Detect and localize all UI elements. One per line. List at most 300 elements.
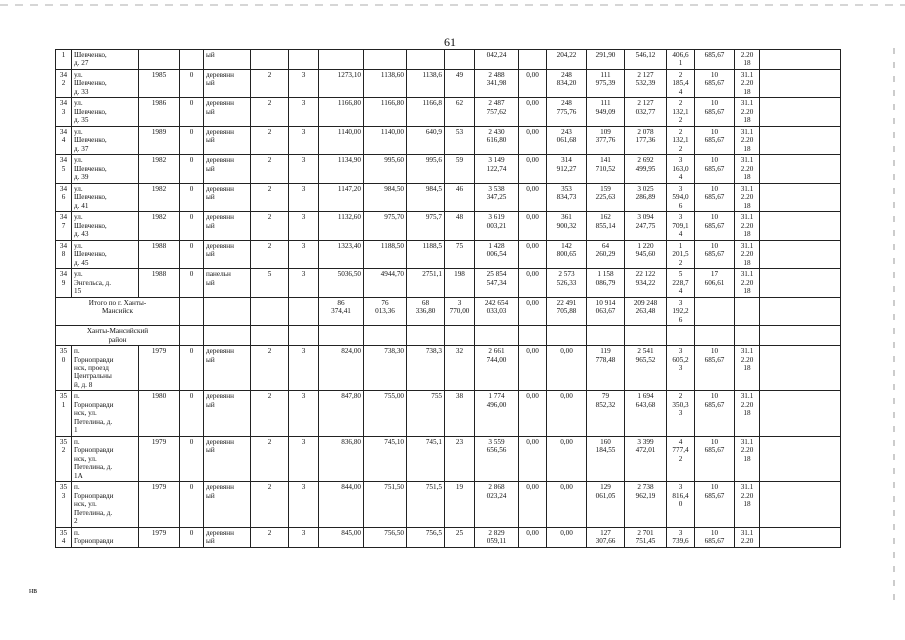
cell-address: п. Горноправди нск, ул. Петелина, д. 2 xyxy=(72,482,139,527)
cell-total-area: 1147,20 xyxy=(319,183,364,211)
cell-cost-part-3: 0,00 xyxy=(547,391,587,436)
total-value-6: 3 192,2 6 xyxy=(667,297,695,325)
cell-total-area: 1273,10 xyxy=(319,69,364,97)
cell-cost-total: 2 868 023,24 xyxy=(475,482,519,527)
cell-unit-cost: 1 201,5 2 xyxy=(667,240,695,268)
cell-row-number: 1 xyxy=(56,50,72,70)
cell-row-number: 34 9 xyxy=(56,269,72,297)
cell-rate: 10 685,67 xyxy=(695,126,735,154)
cell-unit-cost: 3 816,4 0 xyxy=(667,482,695,527)
cell-notes xyxy=(760,527,841,547)
cell-address: ул. Шевченко, д. 33 xyxy=(72,69,139,97)
cell-cost-total: 2 430 616,80 xyxy=(475,126,519,154)
cell-entrances: 3 xyxy=(289,346,319,391)
cell-cost-part-5: 2 738 962,19 xyxy=(625,482,667,527)
cell-floors: 2 xyxy=(251,183,289,211)
cell-row-number: 34 5 xyxy=(56,155,72,183)
cell-residents: 38 xyxy=(445,391,475,436)
table-row xyxy=(56,183,841,211)
cell-build-year: 1982 xyxy=(139,212,180,240)
scan-side-noise xyxy=(893,40,895,600)
cell-unit-cost: 3 739,6 xyxy=(667,527,695,547)
cell-wall-material: деревянн ый xyxy=(204,482,251,527)
cell-entrances xyxy=(289,50,319,70)
total-cost: 242 654 033,03 xyxy=(475,297,519,325)
cell-residents: 46 xyxy=(445,183,475,211)
cell-cost-part-3: 361 900,32 xyxy=(547,212,587,240)
cell-row-number: 34 2 xyxy=(56,69,72,97)
cell-cost-part-5: 3 094 247,75 xyxy=(625,212,667,240)
cell-cost-zero: 0,00 xyxy=(519,69,547,97)
cell-cost-part-4: 159 225,63 xyxy=(587,183,625,211)
cell-wall-material: деревянн ый xyxy=(204,183,251,211)
cell-notes xyxy=(760,126,841,154)
cell-residential-area: 984,5 xyxy=(407,183,445,211)
cell-residential-area xyxy=(407,50,445,70)
cell-floors: 5 xyxy=(251,269,289,297)
cell-residential-area: 1166,8 xyxy=(407,98,445,126)
cell-flag: 0 xyxy=(180,527,204,547)
cell-flag: 0 xyxy=(180,155,204,183)
cell-cost-zero: 0,00 xyxy=(519,436,547,481)
cell-residential-area: 2751,1 xyxy=(407,269,445,297)
cell-cost-total: 25 854 547,34 xyxy=(475,269,519,297)
cell-notes xyxy=(760,240,841,268)
cell-wall-material: деревянн ый xyxy=(204,436,251,481)
cell-unit-cost: 3 709,1 4 xyxy=(667,212,695,240)
cell-address: Шевченко, д. 27 xyxy=(72,50,139,70)
cell-wall-material: деревянн ый xyxy=(204,98,251,126)
cell-living-area: 756,50 xyxy=(364,527,407,547)
cell-living-area: 1188,50 xyxy=(364,240,407,268)
total-label: Итого по г. Ханты- Мансийск xyxy=(56,297,180,325)
cell-build-year: 1988 xyxy=(139,269,180,297)
cell-cost-zero: 0,00 xyxy=(519,527,547,547)
cell-unit-cost: 2 132,1 2 xyxy=(667,126,695,154)
cell-cost-total: 042,24 xyxy=(475,50,519,70)
table-row xyxy=(56,391,841,436)
cell-build-year: 1979 xyxy=(139,346,180,391)
cell-floors: 2 xyxy=(251,240,289,268)
cell-flag: 0 xyxy=(180,212,204,240)
cell-wall-material: деревянн ый xyxy=(204,391,251,436)
total-area-1: 86 374,41 xyxy=(319,297,364,325)
cell-cost-total: 1 774 496,00 xyxy=(475,391,519,436)
cell-cost-part-3: 204,22 xyxy=(547,50,587,70)
cell-cost-part-4: 141 710,52 xyxy=(587,155,625,183)
cell-residential-area: 640,9 xyxy=(407,126,445,154)
cell-cost-part-3: 2 573 526,33 xyxy=(547,269,587,297)
cell-build-year: 1982 xyxy=(139,155,180,183)
cell-date-code: 31.1 2.20 18 xyxy=(735,155,760,183)
cell-wall-material: деревянн ый xyxy=(204,346,251,391)
cell-flag xyxy=(180,50,204,70)
cell-address: ул. Шевченко, д. 39 xyxy=(72,155,139,183)
cell-cost-part-5: 2 541 965,52 xyxy=(625,346,667,391)
cell-total-area: 1166,80 xyxy=(319,98,364,126)
cell-notes xyxy=(760,482,841,527)
cell-build-year: 1979 xyxy=(139,482,180,527)
total-area-3: 68 336,80 xyxy=(407,297,445,325)
cell-cost-zero: 0,00 xyxy=(519,346,547,391)
cell-total-area: 1132,60 xyxy=(319,212,364,240)
cell-living-area: 1140,00 xyxy=(364,126,407,154)
cell-row-number: 35 1 xyxy=(56,391,72,436)
cell-cost-part-3: 0,00 xyxy=(547,436,587,481)
table-row xyxy=(56,482,841,527)
table-row xyxy=(56,527,841,547)
cell-residential-area: 745,1 xyxy=(407,436,445,481)
cell-cost-total: 3 619 003,21 xyxy=(475,212,519,240)
cell-cost-part-3: 0,00 xyxy=(547,346,587,391)
cell-address: ул. Шевченко, д. 35 xyxy=(72,98,139,126)
cell-cost-part-4: 129 061,05 xyxy=(587,482,625,527)
total-residents: 3 770,00 xyxy=(445,297,475,325)
cell-entrances: 3 xyxy=(289,527,319,547)
cell-notes xyxy=(760,69,841,97)
cell-notes xyxy=(760,212,841,240)
cell-rate: 10 685,67 xyxy=(695,436,735,481)
table-row xyxy=(56,346,841,391)
total-value-3: 22 491 705,88 xyxy=(547,297,587,325)
table-row xyxy=(56,212,841,240)
cell-cost-part-4: 109 377,76 xyxy=(587,126,625,154)
cell-floors xyxy=(251,50,289,70)
cell-residents xyxy=(445,50,475,70)
cell-entrances: 3 xyxy=(289,391,319,436)
cell-cost-part-5: 2 692 499,95 xyxy=(625,155,667,183)
cell-address: ул. Шевченко, д. 37 xyxy=(72,126,139,154)
total-value-4: 10 914 063,67 xyxy=(587,297,625,325)
cell-cost-part-4: 127 307,66 xyxy=(587,527,625,547)
cell-address: ул. Шевченко, д. 41 xyxy=(72,183,139,211)
cell-cost-part-5: 2 701 751,45 xyxy=(625,527,667,547)
total-area-2: 76 013,36 xyxy=(364,297,407,325)
cell-total-area: 836,80 xyxy=(319,436,364,481)
cell-living-area: 751,50 xyxy=(364,482,407,527)
cell-total-area: 1134,90 xyxy=(319,155,364,183)
cell-cost-part-3: 0,00 xyxy=(547,482,587,527)
cell-residential-area: 756,5 xyxy=(407,527,445,547)
cell-cost-zero: 0,00 xyxy=(519,183,547,211)
cell-cost-total: 3 538 347,25 xyxy=(475,183,519,211)
cell-build-year xyxy=(139,50,180,70)
cell-flag: 0 xyxy=(180,346,204,391)
cell-rate: 10 685,67 xyxy=(695,527,735,547)
cell-cost-zero: 0,00 xyxy=(519,126,547,154)
cell-notes xyxy=(760,98,841,126)
cell-unit-cost: 3 163,0 4 xyxy=(667,155,695,183)
cell-living-area: 984,50 xyxy=(364,183,407,211)
cell-living-area: 975,70 xyxy=(364,212,407,240)
cell-date-code: 31.1 2.20 18 xyxy=(735,482,760,527)
cell-cost-part-4: 79 852,32 xyxy=(587,391,625,436)
cell-build-year: 1988 xyxy=(139,240,180,268)
cell-residential-area: 755 xyxy=(407,391,445,436)
cell-row-number: 34 6 xyxy=(56,183,72,211)
total-row xyxy=(56,297,841,325)
cell-residents: 23 xyxy=(445,436,475,481)
cell-flag: 0 xyxy=(180,98,204,126)
cell-address: п. Горноправди нск, проезд Центральны й, д. 8 xyxy=(72,346,139,391)
cell-notes xyxy=(760,391,841,436)
cell-floors: 2 xyxy=(251,346,289,391)
cell-residential-area: 1138,6 xyxy=(407,69,445,97)
table-row xyxy=(56,436,841,481)
cell-address: п. Горноправди xyxy=(72,527,139,547)
section-header: Ханты-Мансийский район xyxy=(56,326,180,346)
cell-cost-total: 2 829 059,11 xyxy=(475,527,519,547)
cell-residential-area: 1188,5 xyxy=(407,240,445,268)
cell-flag: 0 xyxy=(180,240,204,268)
cell-row-number: 34 7 xyxy=(56,212,72,240)
cell-residential-area: 751,5 xyxy=(407,482,445,527)
cell-date-code: 31.1 2.20 18 xyxy=(735,240,760,268)
cell-build-year: 1989 xyxy=(139,126,180,154)
cell-rate: 10 685,67 xyxy=(695,240,735,268)
table-body-district-1 xyxy=(56,50,841,298)
cell-entrances: 3 xyxy=(289,240,319,268)
cell-residents: 25 xyxy=(445,527,475,547)
cell-cost-part-5: 3 025 286,89 xyxy=(625,183,667,211)
cell-date-code: 31.1 2.20 18 xyxy=(735,183,760,211)
cell-unit-cost: 2 185,4 4 xyxy=(667,69,695,97)
cell-rate: 17 606,61 xyxy=(695,269,735,297)
cell-residential-area: 975,7 xyxy=(407,212,445,240)
cell-cost-part-3: 243 061,68 xyxy=(547,126,587,154)
cell-total-area: 844,00 xyxy=(319,482,364,527)
cell-total-area xyxy=(319,50,364,70)
cell-date-code: 31.1 2.20 18 xyxy=(735,69,760,97)
cell-entrances: 3 xyxy=(289,212,319,240)
cell-cost-part-4: 160 184,55 xyxy=(587,436,625,481)
cell-build-year: 1985 xyxy=(139,69,180,97)
cell-flag: 0 xyxy=(180,391,204,436)
cell-cost-part-5: 3 399 472,01 xyxy=(625,436,667,481)
cell-residents: 59 xyxy=(445,155,475,183)
cell-cost-zero: 0,00 xyxy=(519,482,547,527)
cell-entrances: 3 xyxy=(289,98,319,126)
cell-build-year: 1986 xyxy=(139,98,180,126)
cell-cost-zero: 0,00 xyxy=(519,240,547,268)
cell-row-number: 34 8 xyxy=(56,240,72,268)
cell-cost-part-3: 314 912,27 xyxy=(547,155,587,183)
cell-row-number: 34 3 xyxy=(56,98,72,126)
cell-address: п. Горноправди нск, ул. Петелина, д. 1 xyxy=(72,391,139,436)
table-row xyxy=(56,98,841,126)
cell-date-code: 31.1 2.20 18 xyxy=(735,212,760,240)
table-row xyxy=(56,240,841,268)
cell-total-area: 847,80 xyxy=(319,391,364,436)
cell-wall-material: панельн ый xyxy=(204,269,251,297)
footer-note: нв xyxy=(29,586,38,595)
cell-total-area: 824,00 xyxy=(319,346,364,391)
cell-residents: 32 xyxy=(445,346,475,391)
cell-cost-part-4: 1 158 086,79 xyxy=(587,269,625,297)
cell-total-area: 1140,00 xyxy=(319,126,364,154)
cell-cost-part-5: 2 127 032,77 xyxy=(625,98,667,126)
cell-row-number: 35 2 xyxy=(56,436,72,481)
total-value-5: 209 248 263,48 xyxy=(625,297,667,325)
cell-residents: 49 xyxy=(445,69,475,97)
cell-address: ул. Шевченко, д. 43 xyxy=(72,212,139,240)
cell-flag: 0 xyxy=(180,269,204,297)
cell-residents: 62 xyxy=(445,98,475,126)
cell-date-code: 31.1 2.20 xyxy=(735,527,760,547)
cell-living-area: 1166,80 xyxy=(364,98,407,126)
cell-living-area xyxy=(364,50,407,70)
cell-cost-zero: 0,00 xyxy=(519,212,547,240)
cell-cost-part-5: 22 122 934,22 xyxy=(625,269,667,297)
cell-cost-part-5: 2 078 177,36 xyxy=(625,126,667,154)
cell-cost-total: 2 488 341,98 xyxy=(475,69,519,97)
cell-rate: 10 685,67 xyxy=(695,212,735,240)
cell-entrances: 3 xyxy=(289,155,319,183)
cell-wall-material: деревянн ый xyxy=(204,240,251,268)
cell-residents: 198 xyxy=(445,269,475,297)
cell-unit-cost: 3 594,0 6 xyxy=(667,183,695,211)
cell-notes xyxy=(760,183,841,211)
cell-cost-zero: 0,00 xyxy=(519,269,547,297)
table-row xyxy=(56,155,841,183)
cell-rate: 10 685,67 xyxy=(695,346,735,391)
cell-living-area: 4944,70 xyxy=(364,269,407,297)
cell-residents: 19 xyxy=(445,482,475,527)
cell-floors: 2 xyxy=(251,391,289,436)
cell-date-code: 31.1 2.20 18 xyxy=(735,346,760,391)
table-row xyxy=(56,50,841,70)
cell-date-code: 31.1 2.20 18 xyxy=(735,98,760,126)
cell-rate: 10 685,67 xyxy=(695,482,735,527)
cell-build-year: 1979 xyxy=(139,436,180,481)
cell-notes xyxy=(760,269,841,297)
cell-build-year: 1980 xyxy=(139,391,180,436)
cell-cost-part-5: 1 220 945,60 xyxy=(625,240,667,268)
cell-rate: 10 685,67 xyxy=(695,155,735,183)
cell-unit-cost: 2 132,1 2 xyxy=(667,98,695,126)
cell-unit-cost: 5 228,7 4 xyxy=(667,269,695,297)
cell-rate: 10 685,67 xyxy=(695,391,735,436)
cell-wall-material: деревянн ый xyxy=(204,126,251,154)
cell-living-area: 755,00 xyxy=(364,391,407,436)
cell-wall-material: деревянн ый xyxy=(204,212,251,240)
cell-row-number: 35 0 xyxy=(56,346,72,391)
cell-cost-part-3: 353 834,73 xyxy=(547,183,587,211)
cell-cost-part-5: 546,12 xyxy=(625,50,667,70)
cell-flag: 0 xyxy=(180,126,204,154)
page-number: 61 xyxy=(444,35,456,49)
cell-address: п. Горноправди нск, ул. Петелина, д. 1А xyxy=(72,436,139,481)
cell-date-code: 2.20 18 xyxy=(735,50,760,70)
cell-cost-total: 2 487 757,62 xyxy=(475,98,519,126)
cell-cost-zero: 0,00 xyxy=(519,98,547,126)
cell-residents: 75 xyxy=(445,240,475,268)
cell-living-area: 738,30 xyxy=(364,346,407,391)
cell-floors: 2 xyxy=(251,126,289,154)
cell-rate: 10 685,67 xyxy=(695,183,735,211)
cell-address: ул. Шевченко, д. 45 xyxy=(72,240,139,268)
cell-cost-total: 1 428 006,54 xyxy=(475,240,519,268)
table-row xyxy=(56,69,841,97)
cell-notes xyxy=(760,436,841,481)
cell-residents: 48 xyxy=(445,212,475,240)
table-body-district-2 xyxy=(56,346,841,548)
table-row xyxy=(56,126,841,154)
cell-flag: 0 xyxy=(180,482,204,527)
cell-flag: 0 xyxy=(180,183,204,211)
table-body-totals xyxy=(56,297,841,345)
cell-unit-cost: 406,6 1 xyxy=(667,50,695,70)
cell-total-area: 845,00 xyxy=(319,527,364,547)
housing-table xyxy=(55,49,841,548)
cell-living-area: 995,60 xyxy=(364,155,407,183)
cell-cost-part-4: 111 949,09 xyxy=(587,98,625,126)
total-zero: 0,00 xyxy=(519,297,547,325)
cell-cost-part-3: 248 775,76 xyxy=(547,98,587,126)
cell-living-area: 1138,60 xyxy=(364,69,407,97)
cell-row-number: 35 4 xyxy=(56,527,72,547)
cell-floors: 2 xyxy=(251,527,289,547)
cell-rate: 685,67 xyxy=(695,50,735,70)
cell-cost-total: 2 661 744,00 xyxy=(475,346,519,391)
cell-cost-zero: 0,00 xyxy=(519,391,547,436)
cell-entrances: 3 xyxy=(289,269,319,297)
cell-living-area: 745,10 xyxy=(364,436,407,481)
cell-cost-part-4: 162 855,14 xyxy=(587,212,625,240)
cell-residential-area: 738,3 xyxy=(407,346,445,391)
cell-cost-part-3: 248 834,20 xyxy=(547,69,587,97)
cell-notes xyxy=(760,155,841,183)
cell-unit-cost: 4 777,4 2 xyxy=(667,436,695,481)
cell-residential-area: 995,6 xyxy=(407,155,445,183)
cell-cost-part-5: 1 694 643,68 xyxy=(625,391,667,436)
cell-cost-part-3: 0,00 xyxy=(547,527,587,547)
cell-wall-material: деревянн ый xyxy=(204,527,251,547)
cell-floors: 2 xyxy=(251,69,289,97)
cell-floors: 2 xyxy=(251,212,289,240)
section-header-row xyxy=(56,326,841,346)
cell-unit-cost: 2 350,3 3 xyxy=(667,391,695,436)
cell-flag: 0 xyxy=(180,69,204,97)
cell-cost-part-4: 111 975,39 xyxy=(587,69,625,97)
cell-total-area: 1323,40 xyxy=(319,240,364,268)
cell-notes xyxy=(760,346,841,391)
scan-edge-noise xyxy=(0,4,905,6)
cell-floors: 2 xyxy=(251,482,289,527)
cell-notes xyxy=(760,50,841,70)
cell-wall-material: деревянн ый xyxy=(204,155,251,183)
cell-unit-cost: 3 605,2 3 xyxy=(667,346,695,391)
cell-residents: 53 xyxy=(445,126,475,154)
cell-wall-material: ый xyxy=(204,50,251,70)
cell-floors: 2 xyxy=(251,98,289,126)
cell-address: ул. Энгельса, д. 15 xyxy=(72,269,139,297)
cell-row-number: 35 3 xyxy=(56,482,72,527)
cell-cost-total: 3 559 656,56 xyxy=(475,436,519,481)
cell-cost-part-4: 119 778,48 xyxy=(587,346,625,391)
cell-floors: 2 xyxy=(251,155,289,183)
cell-entrances: 3 xyxy=(289,436,319,481)
cell-date-code: 31.1 2.20 18 xyxy=(735,391,760,436)
cell-build-year: 1979 xyxy=(139,527,180,547)
cell-entrances: 3 xyxy=(289,126,319,154)
cell-entrances: 3 xyxy=(289,183,319,211)
cell-date-code: 31.1 2.20 18 xyxy=(735,269,760,297)
cell-flag: 0 xyxy=(180,436,204,481)
cell-rate: 10 685,67 xyxy=(695,98,735,126)
cell-wall-material: деревянн ый xyxy=(204,69,251,97)
cell-date-code: 31.1 2.20 18 xyxy=(735,436,760,481)
